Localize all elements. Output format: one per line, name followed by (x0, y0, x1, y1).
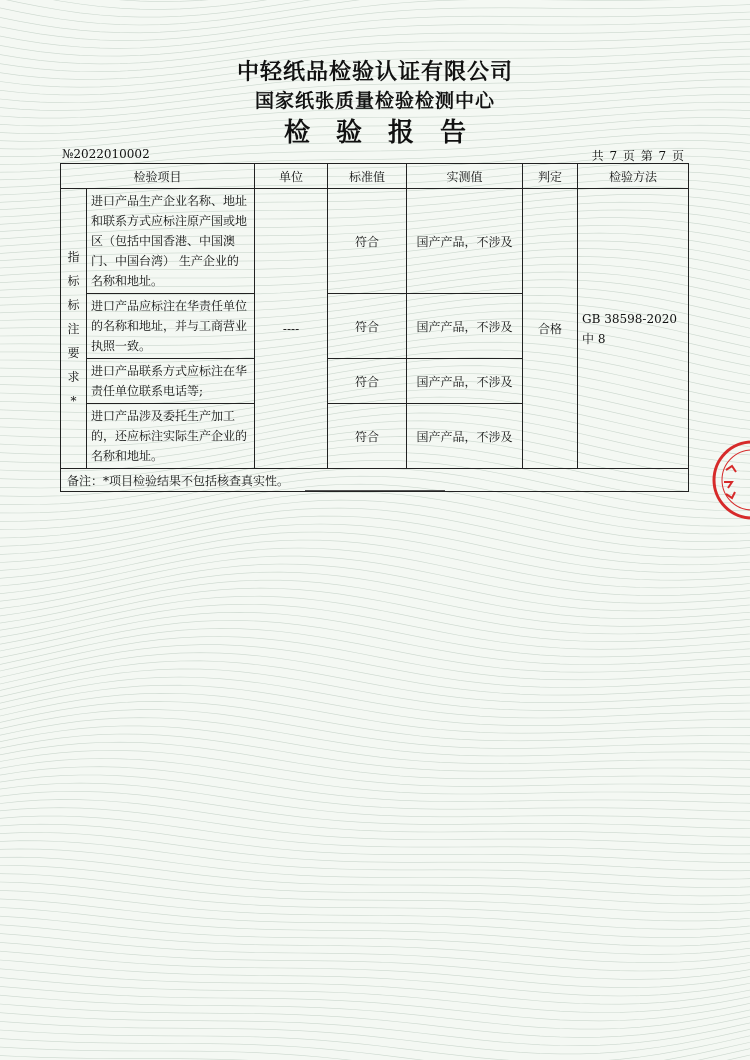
item-text: 进口产品应标注在华责任单位的名称和地址，并与工商营业执照一致。 (87, 294, 255, 359)
group-label: 指 标 标 注 要 求 * (61, 189, 87, 469)
organization-name: 中轻纸品检验认证有限公司 (236, 60, 513, 85)
header-item: 检验项目 (61, 164, 255, 189)
title-char: 验 (335, 118, 362, 148)
standard-cell: 符合 (328, 189, 407, 294)
inspection-table (60, 163, 689, 492)
measured-cell: 国产产品，不涉及 (407, 404, 523, 469)
measured-cell: 国产产品，不涉及 (407, 359, 523, 404)
measured-cell: 国产产品，不涉及 (407, 294, 523, 359)
table-row (61, 189, 689, 294)
title-char: 检 (283, 118, 310, 148)
organization-subname: 国家纸张质量检验检测中心 (254, 90, 495, 112)
title-char: 报 (388, 118, 415, 148)
unit-cell: ---- (255, 189, 328, 469)
standard-cell: 符合 (328, 294, 407, 359)
measured-cell: 国产产品，不涉及 (407, 189, 523, 294)
method-cell: GB 38598-2020 中 8 (578, 189, 689, 469)
item-text: 进口产品涉及委托生产加工的，还应标注实际生产企业的名称和地址。 (87, 404, 255, 469)
header-unit: 单位 (255, 164, 328, 189)
table-header-row (61, 164, 689, 189)
table-note: 备注：*项目检验结果不包括核查真实性。 (61, 469, 689, 492)
item-text: 进口产品联系方式应标注在华责任单位联系电话等; (87, 359, 255, 404)
standard-cell: 符合 (328, 359, 407, 404)
seal-stamp-fragment (712, 440, 750, 520)
header-judgement: 判定 (523, 164, 578, 189)
report-title (0, 112, 750, 149)
item-text: 进口产品生产企业名称、地址和联系方式应标注原产国或地区（包括中国香港、中国澳门、中国台湾） 生产企业的名称和地址。 (87, 189, 255, 294)
title-char: 告 (440, 118, 467, 148)
table-note-row (61, 469, 689, 492)
standard-cell: 符合 (328, 404, 407, 469)
header-measured: 实测值 (407, 164, 523, 189)
end-divider-line (305, 490, 445, 491)
page-indicator: 共 7 页 第 7 页 (591, 149, 684, 163)
judgement-cell: 合格 (523, 189, 578, 469)
header-method: 检验方法 (578, 164, 689, 189)
report-number: №2022010002 (62, 147, 150, 161)
header-standard: 标准值 (328, 164, 407, 189)
